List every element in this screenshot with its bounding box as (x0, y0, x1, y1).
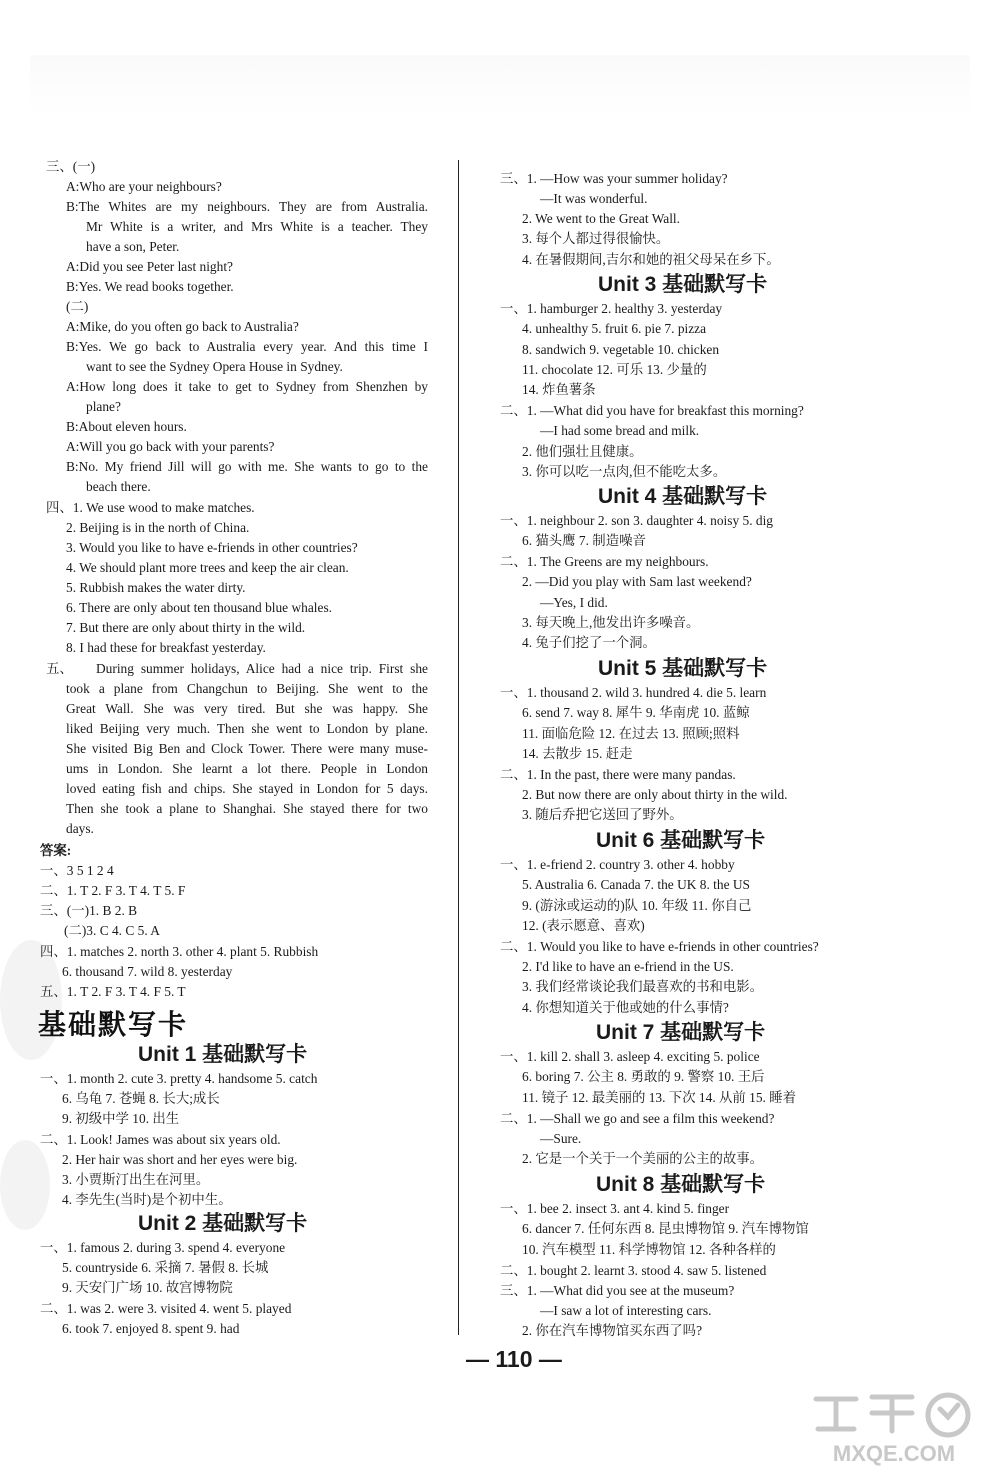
answer-line: (二)3. C 4. C 5. A (64, 923, 160, 938)
answer-line: 8. sandwich 9. vegetable 10. chicken (522, 342, 720, 357)
answer-line: 二、1. T 2. F 3. T 4. T 5. F (40, 883, 186, 898)
dialogue-line: A:Will you go back with your parents? (66, 439, 275, 454)
answer-line: 3. 随后乔把它送回了野外。 (522, 807, 683, 822)
answer-line: 二、1. —What did you have for breakfast this morning? (500, 403, 804, 418)
answer-line: 10. 汽车模型 11. 科学博物馆 12. 各种各样的 (522, 1242, 776, 1257)
page-number: — 110 — (466, 1346, 562, 1372)
answer-line: 二、1. In the past, there were many pandas. (500, 767, 736, 782)
passage-line: ums in London. She learnt a lot there. People in London (66, 761, 428, 776)
section-heading: 五、 (46, 661, 73, 676)
unit-8-title: Unit 8 基础默写卡 (596, 1173, 766, 1196)
passage-line: liked Beijing very much. Then she went to London by plane. (66, 721, 428, 736)
answer-line: 4. unhealthy 5. fruit 6. pie 7. pizza (522, 321, 707, 336)
unit-4-title: Unit 4 基础默写卡 (598, 485, 768, 508)
passage-line: days. (66, 821, 94, 836)
answer-line: 6. thousand 7. wild 8. yesterday (62, 964, 233, 979)
answer-line: —I had some bread and milk. (540, 423, 700, 438)
answer-line: 4. 兔子们挖了一个洞。 (522, 635, 656, 650)
answer-line: 5. Australia 6. Canada 7. the UK 8. the US (522, 877, 750, 892)
dialogue-line: beach there. (86, 479, 151, 494)
answer-line: 四、1. We use wood to make matches. (46, 500, 255, 515)
passage-line: Great Wall. She was very tired. But she was happy. She (66, 701, 428, 716)
dialogue-line: want to see the Sydney Opera House in Sydney. (86, 359, 343, 374)
passage-line: loved eating fish and chips. She stayed in London for 5 days. (66, 781, 428, 796)
answer-line: 3. 我们经常谈论我们最喜欢的书和电影。 (522, 979, 764, 994)
dialogue-line: B:About eleven hours. (66, 419, 187, 434)
answer-line: 3. 小贾斯汀出生在河里。 (62, 1172, 210, 1187)
unit-7-title: Unit 7 基础默写卡 (596, 1021, 766, 1044)
section-title: 基础默写卡 (38, 1009, 189, 1040)
answer-line: —Sure. (540, 1131, 582, 1146)
answer-line: 2. 你在汽车博物馆买东西了吗? (522, 1323, 703, 1338)
answer-line: 12. (表示愿意、喜欢) (522, 918, 645, 933)
dialogue-line: B:Yes. We go back to Australia every year. And this time I (66, 339, 428, 354)
answer-line: 一、1. kill 2. shall 3. asleep 4. exciting 5. police (500, 1049, 760, 1064)
dialogue-line: plane? (86, 399, 121, 414)
answer-line: —Yes, I did. (540, 595, 608, 610)
answer-line: 4. 李先生(当时)是个初中生。 (62, 1192, 232, 1207)
answer-line: 三、1. —How was your summer holiday? (500, 171, 728, 186)
answer-line: 一、1. thousand 2. wild 3. hundred 4. die 5. learn (500, 685, 767, 700)
answer-line: 4. We should plant more trees and keep the air clean. (66, 560, 349, 575)
answer-line: 6. boring 7. 公主 8. 勇敢的 9. 警察 10. 王后 (522, 1069, 765, 1084)
answer-line: —It was wonderful. (540, 191, 648, 206)
dialogue-line: A:How long does it take to get to Sydney from Shenzhen by (66, 379, 428, 394)
answer-line: 二、1. Look! James was about six years old. (40, 1132, 281, 1147)
passage-line: During summer holidays, Alice had a nice trip. First she (96, 661, 428, 676)
answer-line: 一、1. hamburger 2. healthy 3. yesterday (500, 301, 723, 316)
answer-line: 6. 猫头鹰 7. 制造噪音 (522, 533, 646, 548)
answer-line: 6. took 7. enjoyed 8. spent 9. had (62, 1321, 240, 1336)
answer-line: 二、1. Would you like to have e-friends in other countries? (500, 939, 819, 954)
dialogue-line: B:The Whites are my neighbours. They are from Australia. (66, 199, 428, 214)
answers-heading: 答案: (40, 843, 72, 858)
answer-line: 8. I had these for breakfast yesterday. (66, 640, 266, 655)
answer-line: 3. 每个人都过得很愉快。 (522, 231, 670, 246)
unit-2-title: Unit 2 基础默写卡 (138, 1212, 308, 1235)
answer-line: 一、1. e-friend 2. country 3. other 4. hobby (500, 857, 735, 872)
answer-line: 二、1. The Greens are my neighbours. (500, 554, 709, 569)
answer-line: 6. 乌龟 7. 苍蝇 8. 长大;成长 (62, 1091, 220, 1106)
column-divider (458, 160, 459, 1335)
watermark-logo (796, 1385, 992, 1467)
answer-line: 9. 初级中学 10. 出生 (62, 1111, 180, 1126)
answer-line: 2. I'd like to have an e-friend in the US. (522, 959, 734, 974)
unit-6-title: Unit 6 基础默写卡 (596, 829, 766, 852)
answer-line: 四、1. matches 2. north 3. other 4. plant 5. Rubbish (40, 944, 319, 959)
answer-line: 14. 去散步 15. 赶走 (522, 746, 633, 761)
answer-line: 6. dancer 7. 任何东西 8. 昆虫博物馆 9. 汽车博物馆 (522, 1221, 809, 1236)
answer-line: 一、1. neighbour 2. son 3. daughter 4. noisy 5. dig (500, 513, 773, 528)
answer-line: 6. send 7. way 8. 犀牛 9. 华南虎 10. 蓝鲸 (522, 705, 750, 720)
faded-mascot-decoration (0, 1140, 50, 1230)
top-scan-band (30, 55, 970, 115)
answer-line: 二、1. —Shall we go and see a film this weekend? (500, 1111, 775, 1126)
unit-3-title: Unit 3 基础默写卡 (598, 273, 768, 296)
answer-line: 五、1. T 2. F 3. T 4. F 5. T (40, 984, 186, 999)
answer-line: 三、1. —What did you see at the museum? (500, 1283, 735, 1298)
answer-line: 5. Rubbish makes the water dirty. (66, 580, 246, 595)
dialogue-line: have a son, Peter. (86, 239, 180, 254)
answer-line: 2. Her hair was short and her eyes were big. (62, 1152, 298, 1167)
dialogue-line: A:Who are your neighbours? (66, 179, 222, 194)
section-heading: (二) (66, 299, 89, 314)
answer-line: 11. chocolate 12. 可乐 13. 少量的 (522, 362, 707, 377)
passage-line: She visited Big Ben and Clock Tower. There were many muse- (66, 741, 428, 756)
dialogue-line: A:Mike, do you often go back to Australia? (66, 319, 299, 334)
unit-5-title: Unit 5 基础默写卡 (598, 657, 768, 680)
dialogue-line: B:Yes. We read books together. (66, 279, 234, 294)
watermark-text: MXQE.COM (832, 1441, 956, 1466)
answer-line: 6. There are only about ten thousand blue whales. (66, 600, 333, 615)
answer-line: 三、(一)1. B 2. B (40, 903, 138, 918)
section-heading: 三、(一) (46, 159, 96, 174)
answer-line: 一、1. bee 2. insect 3. ant 4. kind 5. finger (500, 1201, 730, 1216)
answer-line: 一、3 5 1 2 4 (40, 863, 114, 878)
answer-line: 二、1. was 2. were 3. visited 4. went 5. played (40, 1301, 292, 1316)
answer-line: 2. Beijing is in the north of China. (66, 520, 250, 535)
answer-line: 14. 炸鱼薯条 (522, 382, 596, 397)
answer-line: 2. —Did you play with Sam last weekend? (522, 574, 752, 589)
answer-line: 3. 每天晚上,他发出许多噪音。 (522, 615, 700, 630)
answer-line: 11. 面临危险 12. 在过去 13. 照顾;照料 (522, 726, 740, 741)
answer-line: 2. 他们强壮且健康。 (522, 444, 643, 459)
answer-line: 二、1. bought 2. learnt 3. stood 4. saw 5. listened (500, 1263, 767, 1278)
answer-line: 7. But there are only about thirty in the wild. (66, 620, 306, 635)
answer-line: 9. 天安门广场 10. 故宫博物院 (62, 1280, 233, 1295)
answer-line: 2. 它是一个关于一个美丽的公主的故事。 (522, 1151, 764, 1166)
answer-line: 3. 你可以吃一点肉,但不能吃太多。 (522, 464, 727, 479)
dialogue-line: A:Did you see Peter last night? (66, 259, 233, 274)
passage-line: Then she took a plane to Shanghai. She stayed there for two (66, 801, 428, 816)
answer-line: 11. 镜子 12. 最美丽的 13. 下次 14. 从前 15. 睡着 (522, 1090, 797, 1105)
answer-line: 4. 你想知道关于他或她的什么事情? (522, 1000, 729, 1015)
answer-line: 3. Would you like to have e-friends in other countries? (66, 540, 358, 555)
answer-line: 9. (游泳或运动的)队 10. 年级 11. 你自己 (522, 898, 752, 913)
answer-line: 2. But now there are only about thirty in the wild. (522, 787, 788, 802)
unit-1-title: Unit 1 基础默写卡 (138, 1043, 308, 1066)
answer-line: —I saw a lot of interesting cars. (540, 1303, 712, 1318)
answer-line: 2. We went to the Great Wall. (522, 211, 680, 226)
dialogue-line: B:No. My friend Jill will go with me. She wants to go to the (66, 459, 428, 474)
answer-line: 一、1. month 2. cute 3. pretty 4. handsome 5. catch (40, 1071, 318, 1086)
answer-line: 5. countryside 6. 采摘 7. 暑假 8. 长城 (62, 1260, 269, 1275)
passage-line: took a plane from Changchun to Beijing. She went to the (66, 681, 428, 696)
answer-line: 一、1. famous 2. during 3. spend 4. everyone (40, 1240, 286, 1255)
dialogue-line: Mr White is a writer, and Mrs White is a teacher. They (86, 219, 428, 234)
answer-line: 4. 在暑假期间,吉尔和她的祖父母呆在乡下。 (522, 252, 780, 267)
